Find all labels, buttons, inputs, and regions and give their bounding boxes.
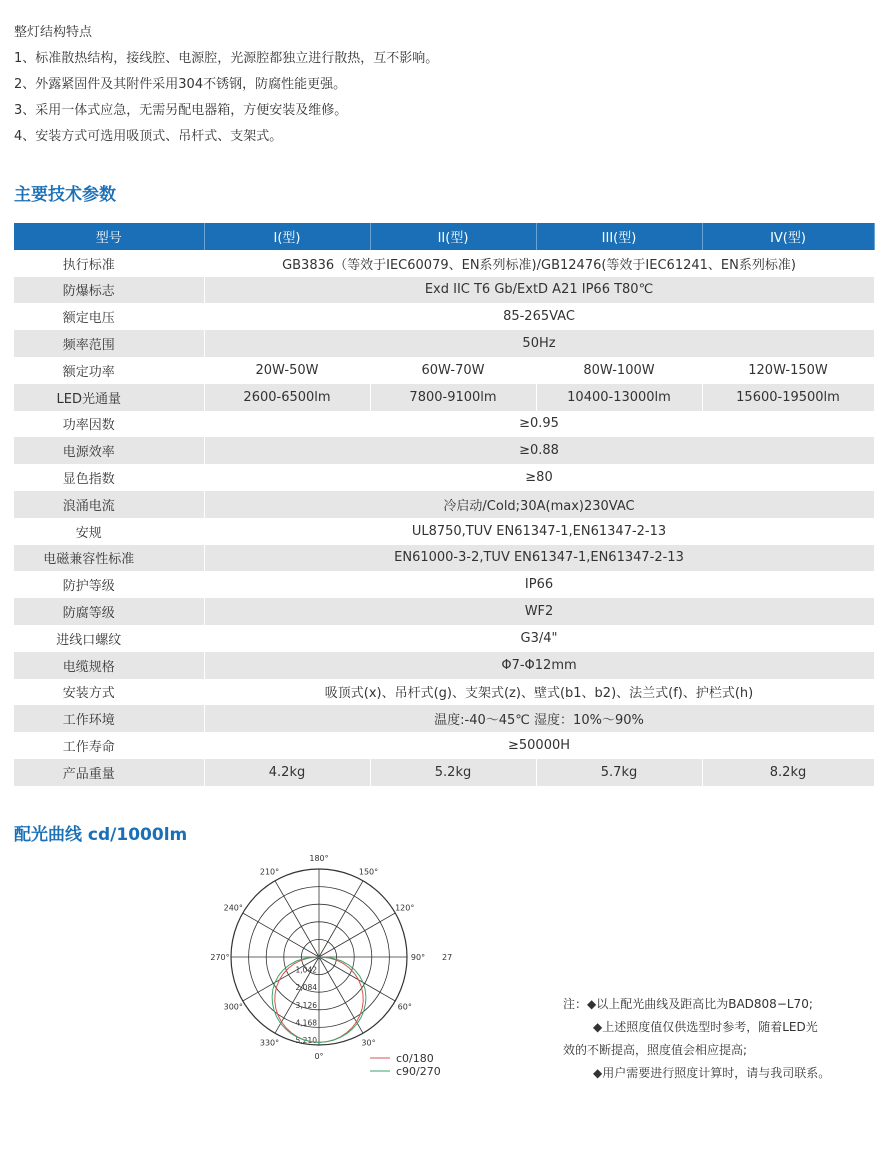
table-row	[14, 437, 874, 464]
table-row	[14, 759, 874, 786]
row-label: 防爆标志	[14, 277, 204, 304]
note-line: ◆用户需要进行照度计算时，请与我司联系。	[593, 1066, 831, 1080]
spec-section-title: 主要技术参数	[14, 185, 116, 205]
polar-radial-label: 5,210	[295, 1036, 317, 1045]
row-label: 防护等级	[14, 571, 204, 598]
polar-spoke	[319, 881, 363, 957]
row-value: 15600-19500lm	[702, 384, 874, 411]
table-row	[14, 545, 874, 572]
polar-angle-label: 330°	[259, 1038, 280, 1048]
row-label: 功率因数	[14, 411, 204, 438]
row-value: 5.7kg	[536, 759, 702, 786]
row-value: ≥50000H	[204, 732, 874, 759]
spec-table	[14, 223, 875, 786]
row-value: 冷启动/Cold;30A(max)230VAC	[204, 491, 874, 518]
table-row	[14, 384, 874, 411]
row-label: 显色指数	[14, 464, 204, 491]
table-row	[14, 491, 874, 518]
table-row	[14, 571, 874, 598]
table-row	[14, 732, 874, 759]
polar-angle-label: 210°	[259, 867, 280, 877]
row-value: 85-265VAC	[204, 303, 874, 330]
polar-angle-label: 120°	[395, 903, 415, 913]
row-value: 吸顶式(x)、吊杆式(g)、支架式(z)、壁式(b1、b2)、法兰式(f)、护栏式(h)	[204, 679, 874, 706]
feature-item: 3、采用一体式应急，无需另配电器箱，方便安装及维修。	[14, 103, 348, 118]
polar-angle-label: 180°	[309, 854, 329, 863]
row-label: 电磁兼容性标准	[14, 545, 204, 572]
table-row	[14, 652, 874, 679]
table-row	[14, 625, 874, 652]
row-value: G3/4"	[204, 625, 874, 652]
curve-section-title: 配光曲线 cd/1000lm	[14, 825, 188, 845]
row-value: WF2	[204, 598, 874, 625]
table-row	[14, 411, 874, 438]
row-label: 电源效率	[14, 437, 204, 464]
note-block	[563, 993, 830, 1085]
header-model: 型号	[14, 223, 204, 250]
row-value: 4.2kg	[204, 759, 370, 786]
row-value: 20W-50W	[204, 357, 370, 384]
polar-radial-label: 1,042	[295, 965, 317, 975]
row-value: UL8750,TUV EN61347-1,EN61347-2-13	[204, 518, 874, 545]
polar-angle-label: 60°	[397, 1002, 412, 1012]
row-label: 浪涌电流	[14, 491, 204, 518]
polar-angle-label: 150°	[358, 867, 379, 877]
features-section	[14, 20, 438, 150]
features-heading: 整灯结构特点	[14, 25, 93, 40]
feature-item: 1、标准散热结构，接线腔、电源腔，光源腔都独立进行散热，互不影响。	[14, 51, 439, 66]
row-label: 执行标准	[14, 250, 204, 277]
polar-angle-label: 0°	[314, 1052, 324, 1061]
polar-spoke	[275, 881, 319, 957]
row-value: EN61000-3-2,TUV EN61347-1,EN61347-2-13	[204, 545, 874, 572]
table-row	[14, 518, 874, 545]
polar-angle-label: 90°	[410, 953, 426, 962]
row-value: 5.2kg	[370, 759, 536, 786]
table-row	[14, 250, 874, 277]
row-value: Exd IIC T6 Gb/ExtD A21 IP66 T80℃	[204, 277, 874, 304]
polar-light-distribution-chart	[210, 854, 480, 1088]
polar-spoke	[319, 913, 395, 957]
polar-spoke	[243, 957, 319, 1001]
feature-item: 4、安装方式可选用吸顶式、吊杆式、支架式。	[14, 129, 283, 144]
note-line: 效的不断提高，照度值会相应提高;	[563, 1043, 748, 1057]
row-value: 7800-9100lm	[370, 384, 536, 411]
table-row	[14, 357, 874, 384]
row-value: GB3836（等效于IEC60079、EN系列标准)/GB12476(等效于IEC61241、EN系列标准)	[204, 250, 874, 277]
row-value: IP66	[204, 571, 874, 598]
row-label: 额定电压	[14, 303, 204, 330]
note-line: ◆上述照度值仅供选型时参考，随着LED光	[593, 1020, 818, 1034]
row-label: 工作环境	[14, 705, 204, 732]
polar-spoke	[243, 913, 319, 957]
row-value: ≥0.95	[204, 411, 874, 438]
row-value: ≥80	[204, 464, 874, 491]
polar-angle-label: 240°	[223, 903, 243, 913]
row-value: 120W-150W	[702, 357, 874, 384]
header-type-3: III(型)	[536, 223, 702, 250]
polar-radial-label: 4,168	[295, 1018, 317, 1028]
table-row	[14, 598, 874, 625]
table-row	[14, 277, 874, 304]
header-type-1: I(型)	[204, 223, 370, 250]
row-label: 安装方式	[14, 679, 204, 706]
header-type-2: II(型)	[370, 223, 536, 250]
row-label: 工作寿命	[14, 732, 204, 759]
table-row	[14, 464, 874, 491]
row-value: 80W-100W	[536, 357, 702, 384]
row-value: 温度:-40～45℃ 湿度：10%～90%	[204, 705, 874, 732]
table-row	[14, 303, 874, 330]
feature-item: 2、外露紧固件及其附件采用304不锈钢，防腐性能更强。	[14, 77, 347, 92]
row-label: 额定功率	[14, 357, 204, 384]
row-label: 产品重量	[14, 759, 204, 786]
row-label: 防腐等级	[14, 598, 204, 625]
row-label: 频率范围	[14, 330, 204, 357]
polar-angle-label: 270°	[210, 953, 230, 962]
row-value: 2600-6500lm	[204, 384, 370, 411]
note-line: 注：◆以上配光曲线及距高比为BAD808−L70;	[563, 997, 813, 1011]
polar-radial-label: 2,084	[295, 983, 317, 993]
table-row	[14, 705, 874, 732]
row-label: 进线口螺纹	[14, 625, 204, 652]
spec-header-row	[14, 223, 874, 250]
polar-spoke	[319, 957, 395, 1001]
row-label: 电缆规格	[14, 652, 204, 679]
polar-angle-label: 30°	[361, 1038, 376, 1048]
row-value: Φ7-Φ12mm	[204, 652, 874, 679]
legend-label: c0/180	[396, 1052, 434, 1065]
polar-radial-label: 3,126	[295, 1000, 317, 1010]
row-value: ≥0.88	[204, 437, 874, 464]
row-label: LED光通量	[14, 384, 204, 411]
polar-angle-label: 300°	[223, 1002, 243, 1012]
row-value: 50Hz	[204, 330, 874, 357]
row-value: 10400-13000lm	[536, 384, 702, 411]
row-value: 60W-70W	[370, 357, 536, 384]
header-type-4: IV(型)	[702, 223, 874, 250]
legend-label: c90/270	[396, 1065, 441, 1078]
polar-side-label: 27	[442, 953, 453, 962]
table-row	[14, 679, 874, 706]
row-value: 8.2kg	[702, 759, 874, 786]
table-row	[14, 330, 874, 357]
row-label: 安规	[14, 518, 204, 545]
